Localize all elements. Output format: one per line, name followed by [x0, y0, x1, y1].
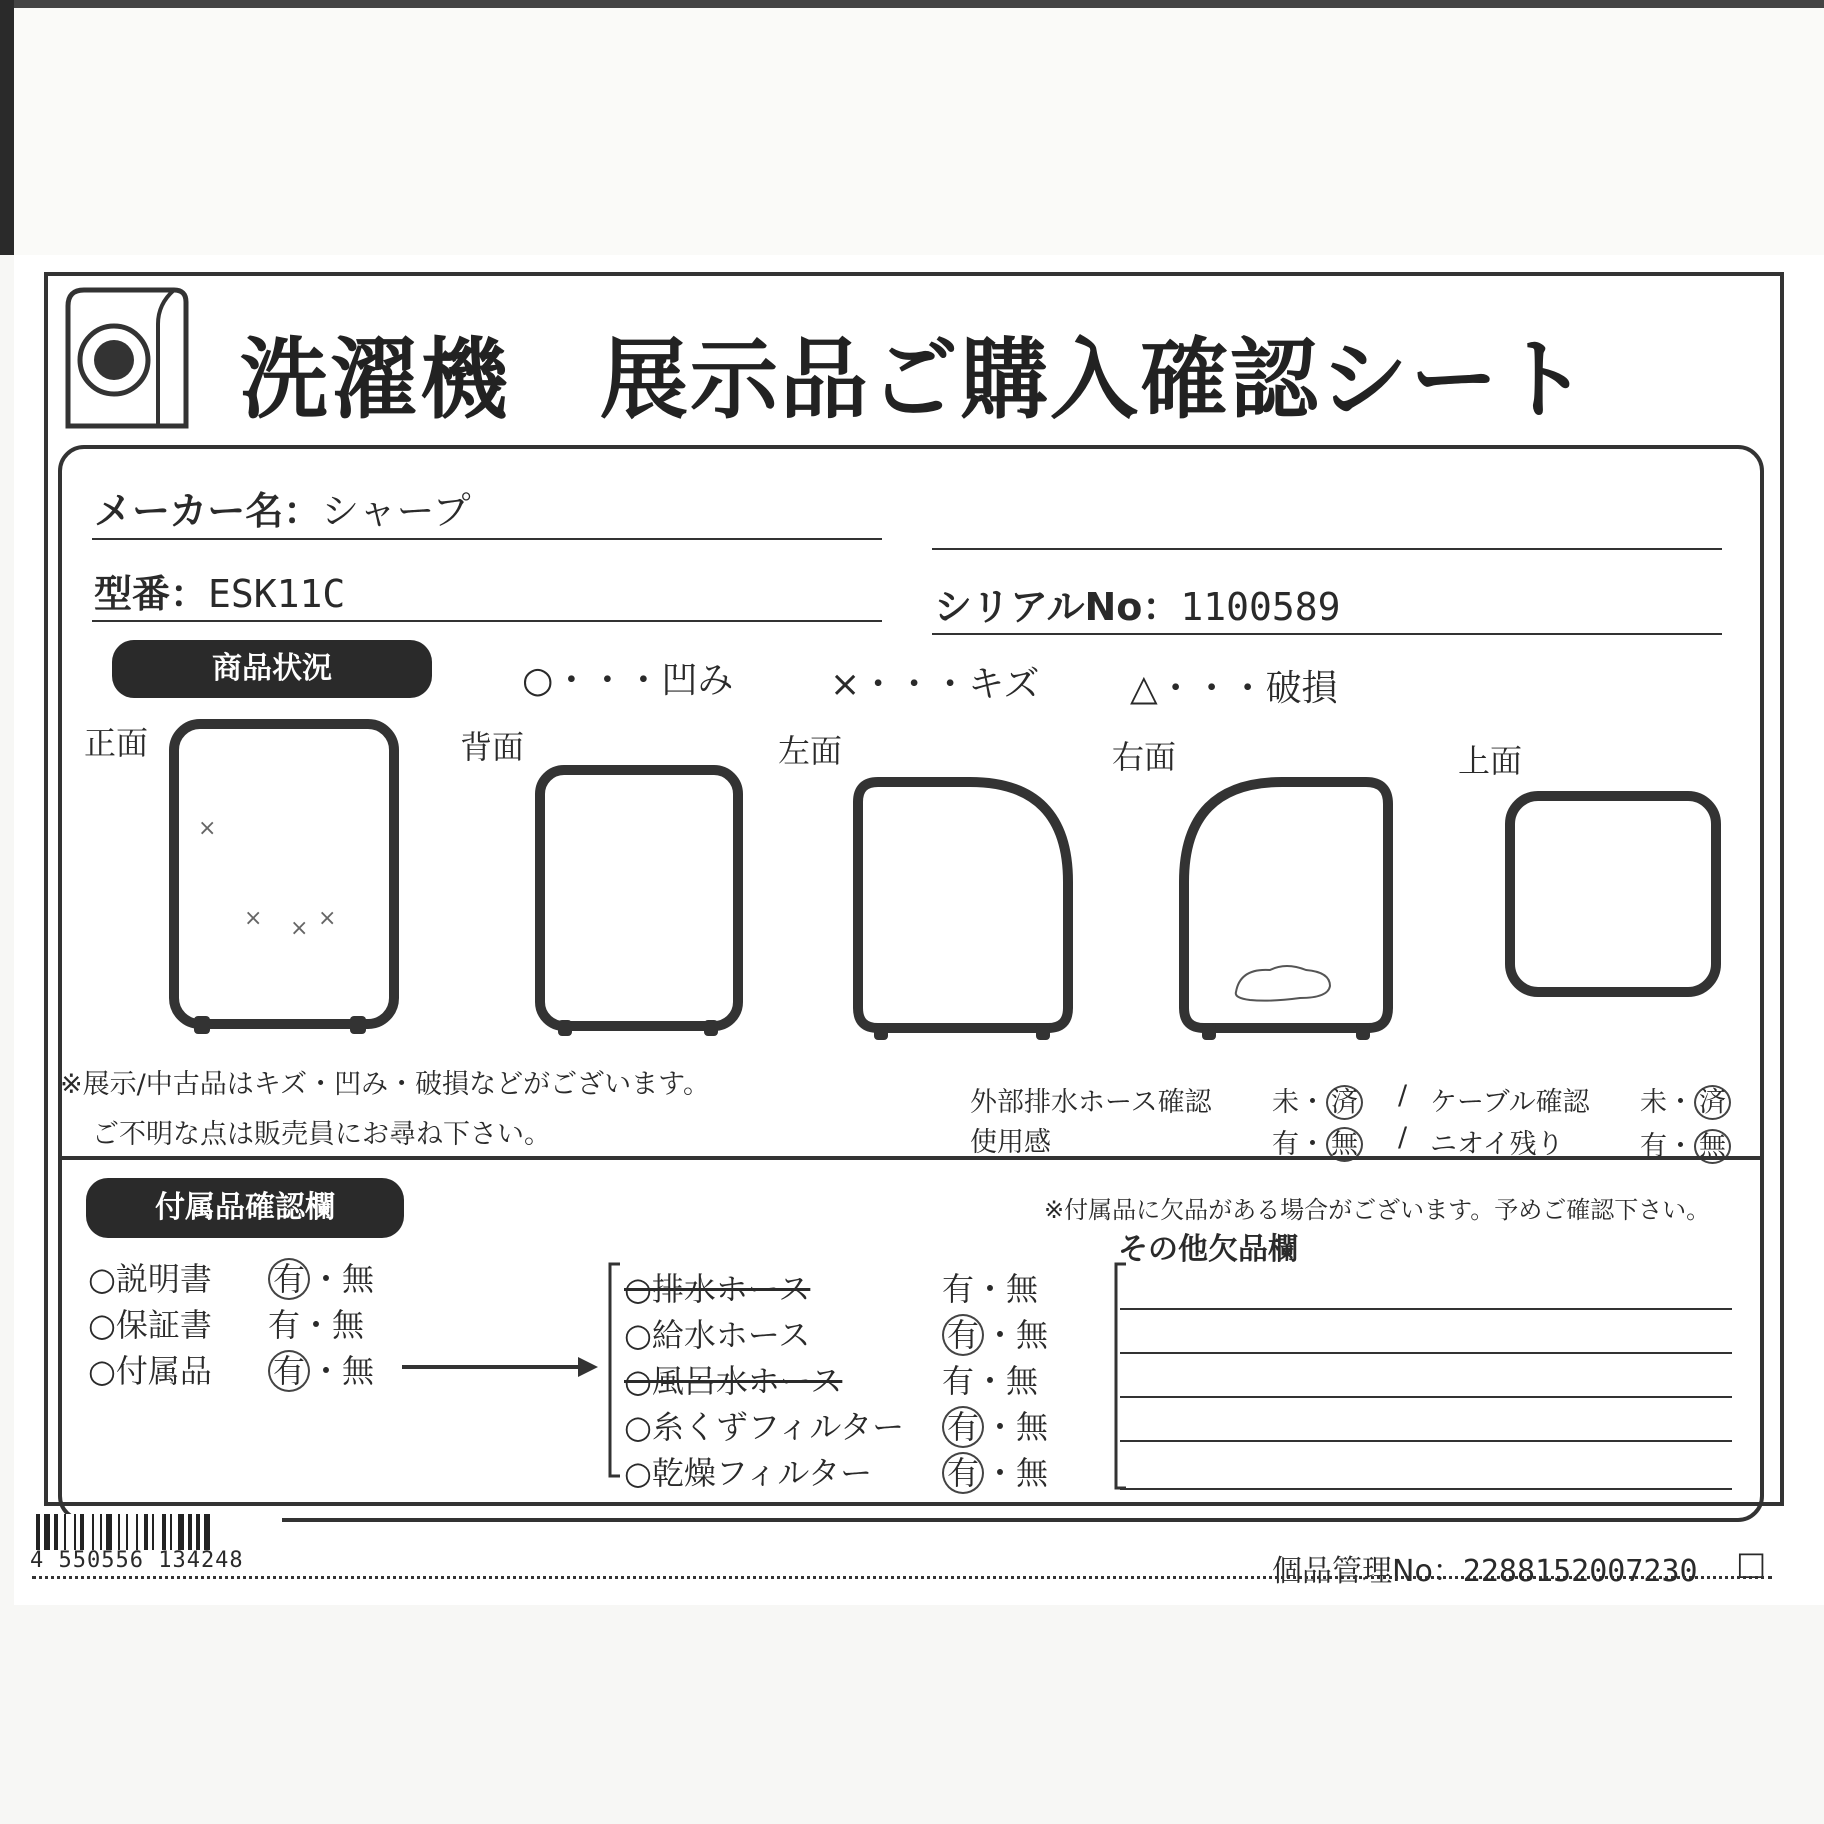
item-number-label: 個品管理No： [1272, 1554, 1463, 1589]
barcode-bar [92, 1514, 94, 1550]
disclaimer-line-2: ご不明な点は販売員にお尋ね下さい。 [92, 1119, 551, 1150]
accessories-badge: 付属品確認欄 [86, 1178, 404, 1238]
option-no: 無 [1016, 1454, 1049, 1492]
option-no: 無 [1694, 1129, 1731, 1164]
check-cable-options[interactable] [1640, 1080, 1731, 1119]
accessory-lint-filter[interactable] [624, 1402, 1048, 1448]
missing-line-1[interactable] [1120, 1308, 1732, 1310]
model-label: 型番： [94, 572, 209, 616]
check-divider: / [1398, 1080, 1408, 1111]
barcode-bar [126, 1514, 128, 1550]
view-label-front: 正面 [84, 724, 149, 762]
back-view-diagram[interactable] [532, 762, 750, 1052]
option-yes: 有 [268, 1258, 310, 1300]
option-separator: ・ [984, 1408, 1017, 1446]
option-done: 済 [1694, 1085, 1731, 1120]
check-odor-label: ニオイ残り [1430, 1129, 1564, 1160]
accessories-note: ※付属品に欠品がある場合がございます。予めご確認下さい。 [1044, 1196, 1711, 1224]
option-separator: ・ [1667, 1087, 1694, 1118]
serial-underline [932, 633, 1722, 635]
option-yes: 有 [1272, 1129, 1299, 1160]
option-no: 無 [1016, 1408, 1049, 1446]
legend-scratch: ×・・・キズ [830, 664, 1040, 705]
barcode-bar [74, 1514, 76, 1550]
accessory-label: ○糸くずフィルター [624, 1408, 905, 1446]
barcode-bar [80, 1514, 84, 1550]
missing-line-5[interactable] [1120, 1488, 1732, 1490]
barcode-bar [106, 1514, 112, 1550]
option-yes: 有 [1640, 1131, 1667, 1162]
accessory-drain-hose[interactable] [624, 1264, 1038, 1310]
option-yes: 有 [942, 1406, 984, 1448]
option-separator: ・ [974, 1270, 1007, 1308]
barcode-bar [152, 1514, 154, 1550]
right-view-diagram[interactable] [1170, 772, 1406, 1058]
option-separator: ・ [974, 1362, 1007, 1400]
barcode-bar [36, 1514, 40, 1550]
barcode-bar [64, 1514, 66, 1550]
option-no: 無 [1326, 1127, 1363, 1162]
front-mark-3: × [290, 916, 309, 941]
option-yes: 有 [942, 1452, 984, 1494]
legend-dent: ○・・・凹み [522, 660, 734, 701]
option-yes: 有 [942, 1314, 984, 1356]
barcode-bar [188, 1514, 192, 1550]
check-drain-hose-label: 外部排水ホース確認 [970, 1087, 1212, 1118]
barcode-bar [204, 1514, 210, 1550]
option-separator: ・ [1299, 1129, 1326, 1160]
accessory-label: ○説明書 [88, 1260, 212, 1298]
option-no: 無 [1006, 1270, 1039, 1308]
accessory-bath-hose[interactable] [624, 1356, 1038, 1402]
barcode-bar [100, 1514, 102, 1550]
accessory-label: ○付属品 [88, 1352, 212, 1390]
accessory-dryer-filter[interactable] [624, 1448, 1048, 1494]
accessory-label: ○排水ホース [624, 1270, 811, 1308]
option-separator: ・ [984, 1454, 1017, 1492]
missing-line-4[interactable] [1120, 1440, 1732, 1442]
accessory-label: ○乾燥フィルター [624, 1454, 873, 1492]
view-label-back: 背面 [460, 728, 525, 766]
maker-underline [92, 538, 882, 540]
maker-label: メーカー名： [94, 489, 322, 533]
accessory-accessories[interactable] [88, 1346, 374, 1392]
scan-background [0, 0, 1824, 255]
accessory-label: ○給水ホース [624, 1316, 811, 1354]
option-no: 無 [1016, 1316, 1049, 1354]
accessory-supply-hose[interactable] [624, 1310, 1048, 1356]
barcode-bar [162, 1514, 166, 1550]
option-separator: ・ [984, 1316, 1017, 1354]
condition-badge: 商品状況 [112, 640, 432, 698]
front-view-diagram[interactable] [166, 716, 406, 1046]
view-label-top: 上面 [1458, 742, 1523, 780]
option-separator: ・ [1667, 1131, 1694, 1162]
option-separator: ・ [310, 1352, 343, 1390]
missing-line-2[interactable] [1120, 1352, 1732, 1354]
check-cable-label: ケーブル確認 [1430, 1087, 1590, 1118]
check-divider: / [1398, 1122, 1408, 1153]
barcode-bar [118, 1514, 120, 1550]
model-value: ESK11C [208, 572, 346, 616]
accessory-label: ○風呂水ホース [624, 1362, 843, 1400]
serial-label: シリアルNo： [934, 585, 1181, 629]
barcode-bar [44, 1514, 50, 1550]
view-label-right: 右面 [1112, 738, 1177, 776]
barcode-bar [178, 1514, 184, 1550]
barcode-bar [136, 1514, 138, 1550]
accessory-warranty[interactable] [88, 1300, 364, 1346]
front-mark-4: × [318, 906, 337, 931]
barcode-bar [170, 1514, 172, 1550]
option-no: 無 [342, 1260, 375, 1298]
option-separator: ・ [310, 1260, 343, 1298]
barcode-bar [54, 1514, 58, 1550]
check-drain-hose-options[interactable] [1272, 1080, 1363, 1119]
accessory-manual[interactable] [88, 1254, 374, 1300]
option-yes: 有 [942, 1270, 975, 1308]
model-underline [92, 620, 882, 622]
accessory-label: ○保証書 [88, 1306, 212, 1344]
option-no: 無 [342, 1352, 375, 1390]
left-view-diagram[interactable] [846, 772, 1082, 1058]
barcode-number: 4 550556 134248 [30, 1548, 244, 1573]
missing-line-3[interactable] [1120, 1396, 1732, 1398]
option-yes: 有 [268, 1350, 310, 1392]
front-mark-2: × [244, 906, 263, 931]
washing-machine-icon [62, 284, 192, 432]
item-number-field [1272, 1546, 1698, 1590]
option-not-yet: 未 [1272, 1087, 1299, 1118]
option-done: 済 [1326, 1085, 1363, 1120]
option-not-yet: 未 [1640, 1087, 1667, 1118]
sub-list-bracket [604, 1262, 624, 1480]
model-field [94, 563, 345, 618]
front-mark-1: × [198, 816, 217, 841]
other-missing-title: その他欠品欄 [1118, 1232, 1298, 1267]
barcode-bar [144, 1514, 148, 1550]
cut-line [32, 1576, 1772, 1579]
maker-field [94, 480, 471, 535]
item-checkbox[interactable]: □ [1736, 1544, 1767, 1582]
view-label-left: 左面 [778, 732, 843, 770]
other-missing-bracket [1110, 1262, 1130, 1492]
section-divider [58, 1156, 1764, 1160]
option-separator: ・ [1299, 1087, 1326, 1118]
item-number-value: 2288152007230 [1462, 1554, 1698, 1589]
scan-left-edge [0, 0, 14, 255]
blank-underline [932, 548, 1722, 550]
barcode-bar [196, 1514, 200, 1550]
option-yes: 有 [268, 1306, 301, 1344]
check-wear-label: 使用感 [970, 1127, 1051, 1158]
barcode [32, 1514, 282, 1550]
option-no: 無 [1006, 1362, 1039, 1400]
serial-value: 1100589 [1180, 585, 1341, 629]
arrow-right-icon [400, 1352, 600, 1382]
option-yes: 有 [942, 1362, 975, 1400]
disclaimer-line-1: ※展示/中古品はキズ・凹み・破損などがございます。 [60, 1069, 711, 1100]
option-no: 無 [332, 1306, 365, 1344]
top-view-diagram[interactable] [1500, 786, 1726, 1004]
legend-damage: △・・・破損 [1130, 668, 1338, 709]
scan-top-edge [0, 0, 1824, 8]
serial-field [934, 576, 1341, 631]
option-separator: ・ [300, 1306, 333, 1344]
page-title: 洗濯機 展示品ご購入確認シート [240, 328, 1591, 431]
maker-value: シャープ [321, 489, 471, 533]
